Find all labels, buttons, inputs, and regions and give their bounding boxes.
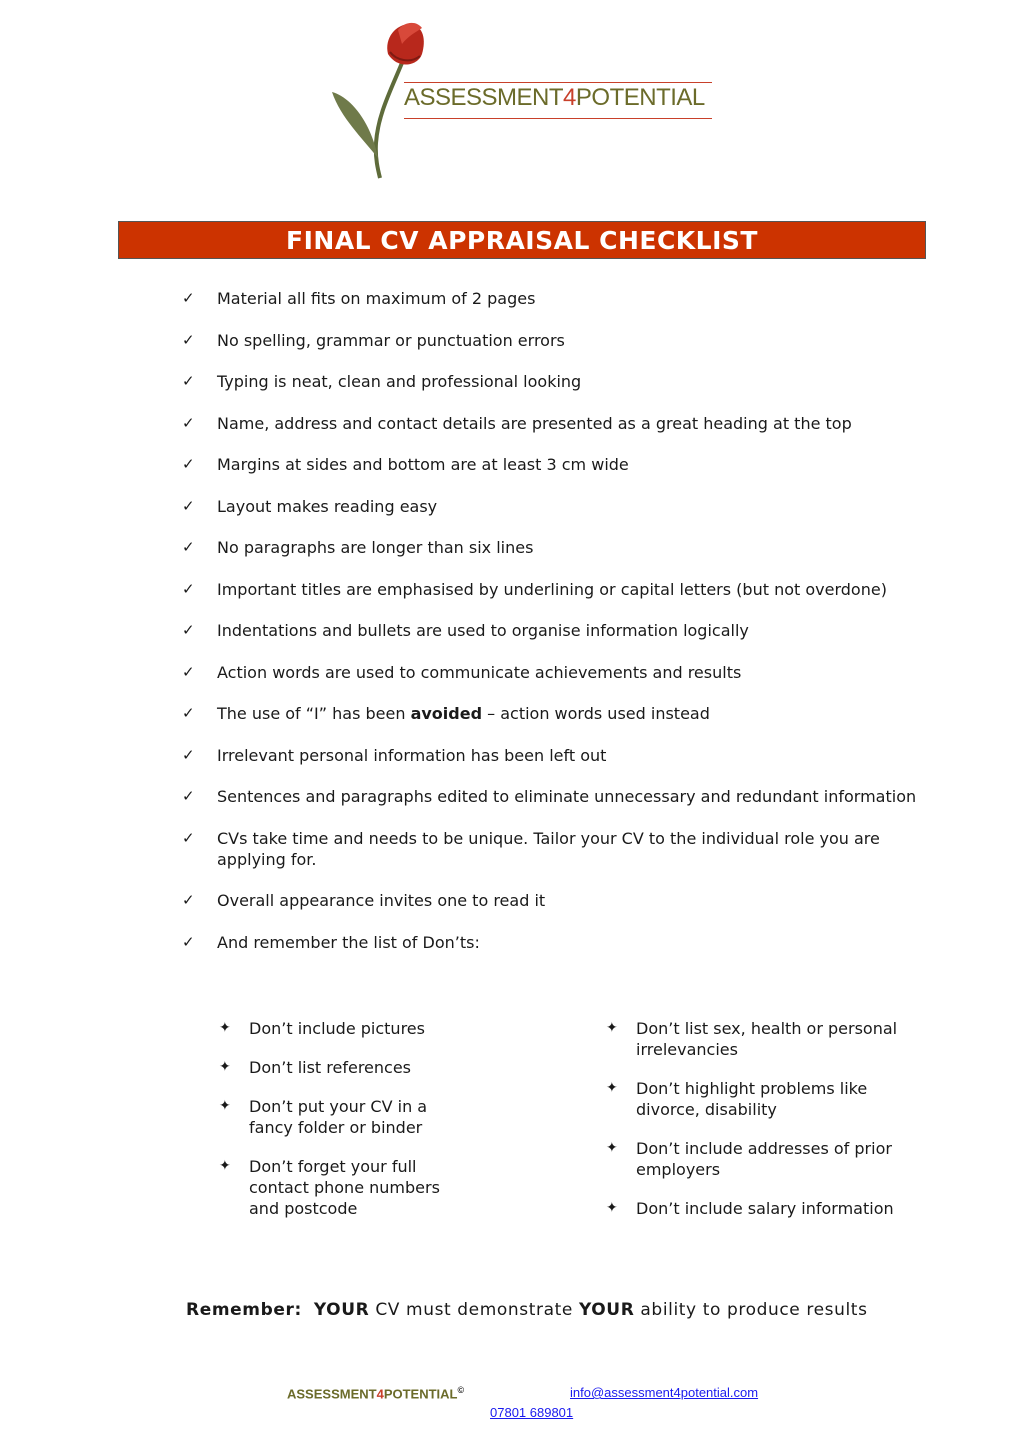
checklist-text-before: The use of “I” has been — [217, 704, 411, 723]
logo-wordmark-suffix: POTENTIAL — [575, 84, 705, 111]
star-bullet-icon: ✦ — [606, 1140, 618, 1156]
check-icon: ✓ — [182, 662, 195, 681]
checklist-item — [182, 890, 922, 911]
checklist-item — [182, 413, 922, 434]
checklist-item — [182, 828, 922, 870]
checklist-item-text: Material all fits on maximum of 2 pages — [217, 289, 536, 308]
footer-phone-link[interactable]: 07801 689801 — [490, 1405, 574, 1420]
check-icon: ✓ — [182, 828, 195, 847]
check-icon: ✓ — [182, 787, 195, 805]
remember-statement — [186, 1300, 868, 1320]
check-icon: ✓ — [182, 932, 195, 951]
checklist-item-text: Irrelevant personal information has been left out — [217, 745, 607, 765]
star-bullet-icon: ✦ — [219, 1098, 231, 1114]
checklist-item-text: And remember the list of Don’ts: — [217, 932, 480, 952]
check-icon: ✓ — [182, 413, 195, 432]
checklist-item-text: Name, address and contact details are presented as a great heading at the top — [217, 413, 852, 433]
donts-list-left — [219, 1018, 459, 1237]
checklist-item-text: No paragraphs are longer than six lines — [217, 538, 534, 557]
checklist-item — [182, 620, 922, 641]
dont-item — [219, 1018, 459, 1039]
checklist-item-text: Indentations and bullets are used to organise information logically — [217, 621, 749, 640]
checklist-item-text: Sentences and paragraphs edited to eliminate unnecessary and redundant information — [217, 787, 917, 806]
title-banner — [118, 221, 926, 259]
check-icon: ✓ — [182, 621, 195, 639]
star-bullet-icon: ✦ — [606, 1020, 618, 1036]
star-bullet-icon: ✦ — [219, 1158, 231, 1174]
dont-item — [606, 1198, 926, 1219]
checklist-item-text: Margins at sides and bottom are at least 3 cm wide — [217, 455, 629, 474]
dont-item — [219, 1096, 459, 1138]
checklist-item — [182, 288, 922, 309]
checklist-text-after: – action words used instead — [482, 704, 710, 723]
remember-label: Remember: — [186, 1300, 302, 1320]
remember-emphasis-2: YOUR — [578, 1300, 635, 1320]
checklist — [182, 288, 922, 973]
checklist-item — [182, 330, 922, 351]
dont-item-text: Don’t list sex, health or personal irrelevancies — [636, 1019, 898, 1059]
checklist-item — [182, 745, 922, 766]
footer-brand-digit: 4 — [376, 1386, 384, 1402]
dont-item — [219, 1057, 459, 1078]
footer-brand-suffix: POTENTIAL — [383, 1386, 458, 1402]
checklist-item-text: Important titles are emphasised by underlining or capital letters (but not overdone) — [217, 579, 887, 599]
star-bullet-icon: ✦ — [219, 1059, 231, 1075]
check-icon: ✓ — [182, 891, 195, 909]
checklist-item — [182, 454, 922, 475]
checklist-item — [182, 662, 922, 683]
dont-item-text: Don’t highlight problems like divorce, disability — [636, 1079, 868, 1119]
dont-item-text: Don’t include pictures — [249, 1019, 425, 1038]
check-icon: ✓ — [182, 289, 195, 307]
logo-wordmark — [404, 84, 705, 112]
logo-rule-bottom — [404, 118, 712, 119]
footer-email-link[interactable]: info@assessment4potential.com — [570, 1385, 759, 1400]
remember-text-mid: CV must demonstrate — [369, 1300, 579, 1320]
check-icon: ✓ — [182, 538, 195, 556]
dont-item-text: Don’t include addresses of prior employers — [636, 1139, 892, 1179]
dont-item — [606, 1138, 926, 1180]
checklist-item-text — [217, 704, 710, 723]
dont-item-text: Don’t include salary information — [636, 1199, 894, 1218]
dont-item-text: Don’t forget your full contact phone numbers and postcode — [249, 1157, 440, 1218]
check-icon: ✓ — [182, 372, 195, 390]
checklist-item — [182, 579, 922, 600]
checklist-item — [182, 496, 922, 517]
remember-emphasis-1: YOUR — [313, 1300, 370, 1320]
page-title: FINAL CV APPRAISAL CHECKLIST — [286, 225, 758, 255]
logo-wordmark-prefix: ASSESSMENT — [404, 84, 564, 111]
checklist-item-text: Action words are used to communicate achievements and results — [217, 662, 742, 682]
checklist-item — [182, 537, 922, 558]
star-bullet-icon: ✦ — [606, 1200, 618, 1216]
checklist-item-text: Layout makes reading easy — [217, 496, 438, 516]
logo-wordmark-digit: 4 — [563, 84, 576, 111]
star-bullet-icon: ✦ — [606, 1080, 618, 1096]
footer-brand-prefix: ASSESSMENT — [287, 1386, 377, 1402]
check-icon: ✓ — [182, 579, 195, 598]
checklist-item — [182, 786, 922, 807]
donts-list-right — [606, 1018, 926, 1237]
dont-item — [606, 1018, 926, 1060]
check-icon: ✓ — [182, 496, 195, 515]
checklist-item — [182, 703, 922, 724]
checklist-item — [182, 371, 922, 392]
dont-item-text: Don’t list references — [249, 1058, 412, 1077]
check-icon: ✓ — [182, 455, 195, 473]
check-icon: ✓ — [182, 745, 195, 764]
dont-item — [219, 1156, 459, 1219]
logo-rule-top — [404, 82, 712, 83]
checklist-item-text: CVs take time and needs to be unique. Tailor your CV to the individual role you are applying for. — [217, 828, 880, 869]
check-icon: ✓ — [182, 704, 195, 722]
checklist-item-text: Typing is neat, clean and professional looking — [217, 372, 582, 391]
star-bullet-icon: ✦ — [219, 1020, 231, 1036]
copyright-mark: © — [457, 1385, 465, 1395]
remember-text-end: ability to produce results — [634, 1300, 868, 1320]
footer-brand — [287, 1385, 464, 1401]
checklist-item-text: No spelling, grammar or punctuation errors — [217, 330, 565, 350]
checklist-text-bold: avoided — [410, 704, 483, 723]
dont-item — [606, 1078, 926, 1120]
checklist-item — [182, 932, 922, 953]
check-icon: ✓ — [182, 330, 195, 349]
dont-item-text: Don’t put your CV in a fancy folder or binder — [249, 1097, 428, 1137]
checklist-item-text: Overall appearance invites one to read it — [217, 891, 546, 910]
logo — [318, 18, 718, 188]
